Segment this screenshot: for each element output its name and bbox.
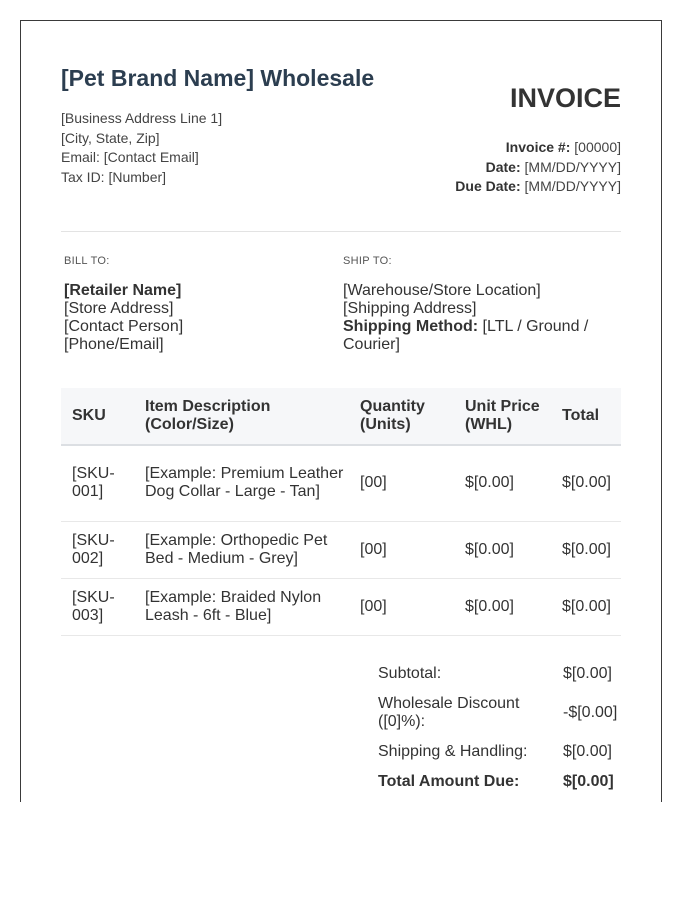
bill-to-line: [Store Address] <box>64 300 174 317</box>
invoice-due-date <box>455 177 621 197</box>
invoice-date <box>455 158 621 178</box>
shipping-method-label: Shipping Method: <box>343 318 479 335</box>
bill-to-section <box>64 255 334 354</box>
ship-to-line: [Shipping Address] <box>343 300 477 317</box>
line-items-table <box>61 388 621 636</box>
total-due-label: Total Amount Due: <box>378 773 520 790</box>
cell-description: [Example: Premium Leather Dog Collar - Large - Tan] <box>134 445 349 521</box>
shipping-value: $[0.00] <box>563 743 612 760</box>
invoice-number <box>455 138 621 158</box>
table-row <box>61 445 621 521</box>
total-due-row <box>378 767 618 797</box>
total-due-value: $[0.00] <box>563 773 614 790</box>
cell-total: $[0.00] <box>551 445 621 521</box>
cell-total: $[0.00] <box>551 578 621 635</box>
cell-total: $[0.00] <box>551 521 621 578</box>
ship-to-section <box>343 255 605 354</box>
shipping-label: Shipping & Handling: <box>378 743 528 760</box>
address-line: [Business Address Line 1] <box>61 110 223 126</box>
subtotal-label: Subtotal: <box>378 665 442 682</box>
cell-description: [Example: Braided Nylon Leash - 6ft - Blue] <box>134 578 349 635</box>
cell-quantity: [00] <box>349 578 454 635</box>
subtotal-value: $[0.00] <box>563 665 612 682</box>
column-header-description: Item Description (Color/Size) <box>145 398 271 433</box>
ship-to-label: SHIP TO: <box>343 255 392 267</box>
column-header-total: Total <box>562 407 600 424</box>
table-row <box>61 521 621 578</box>
invoice-meta <box>455 138 621 197</box>
bill-to-details <box>64 282 334 354</box>
cell-quantity: [00] <box>349 445 454 521</box>
cell-unit-price: $[0.00] <box>454 521 551 578</box>
shipping-row <box>378 737 618 767</box>
bill-to-label: BILL TO: <box>64 255 110 267</box>
cell-unit-price: $[0.00] <box>454 445 551 521</box>
invoice-due-label: Due Date: <box>455 178 521 194</box>
cell-quantity: [00] <box>349 521 454 578</box>
invoice-due-value: [MM/DD/YYYY] <box>524 178 621 194</box>
cell-description: [Example: Orthopedic Pet Bed - Medium - Grey] <box>134 521 349 578</box>
ship-to-details <box>343 282 605 354</box>
header-divider <box>61 231 621 232</box>
column-header-quantity: Quantity (Units) <box>360 398 425 433</box>
table-header-row <box>61 388 621 445</box>
cell-sku: [SKU-001] <box>61 445 134 521</box>
totals-section <box>378 659 618 797</box>
bill-to-line: [Phone/Email] <box>64 336 164 353</box>
bill-to-line: [Contact Person] <box>64 318 184 335</box>
shipping-method <box>343 318 605 354</box>
invoice-title: INVOICE <box>509 83 621 113</box>
address-line: Email: [Contact Email] <box>61 149 199 165</box>
discount-label: Wholesale Discount ([0]%): <box>378 695 520 730</box>
address-line: [City, State, Zip] <box>61 129 160 146</box>
address-line: Tax ID: [Number] <box>61 168 167 185</box>
cell-sku: [SKU-003] <box>61 578 134 635</box>
table-row <box>61 578 621 635</box>
discount-value: -$[0.00] <box>563 704 618 721</box>
invoice-date-value: [MM/DD/YYYY] <box>524 158 621 175</box>
subtotal-row <box>378 659 618 689</box>
column-header-unit-price: Unit Price (WHL) <box>465 398 540 433</box>
invoice-page <box>20 20 662 802</box>
column-header-sku: SKU <box>72 407 106 424</box>
shipping-method-value: [LTL / Ground / Courier] <box>343 318 589 353</box>
ship-to-line: [Warehouse/Store Location] <box>343 282 541 299</box>
discount-row <box>378 689 618 737</box>
invoice-number-label: Invoice #: <box>505 139 571 155</box>
brand-name: [Pet Brand Name] Wholesale <box>61 65 375 91</box>
cell-unit-price: $[0.00] <box>454 578 551 635</box>
invoice-number-value: [00000] <box>574 139 621 155</box>
business-address <box>61 109 222 187</box>
retailer-name: [Retailer Name] <box>64 282 182 299</box>
invoice-date-label: Date: <box>485 158 521 175</box>
cell-sku: [SKU-002] <box>61 521 134 578</box>
